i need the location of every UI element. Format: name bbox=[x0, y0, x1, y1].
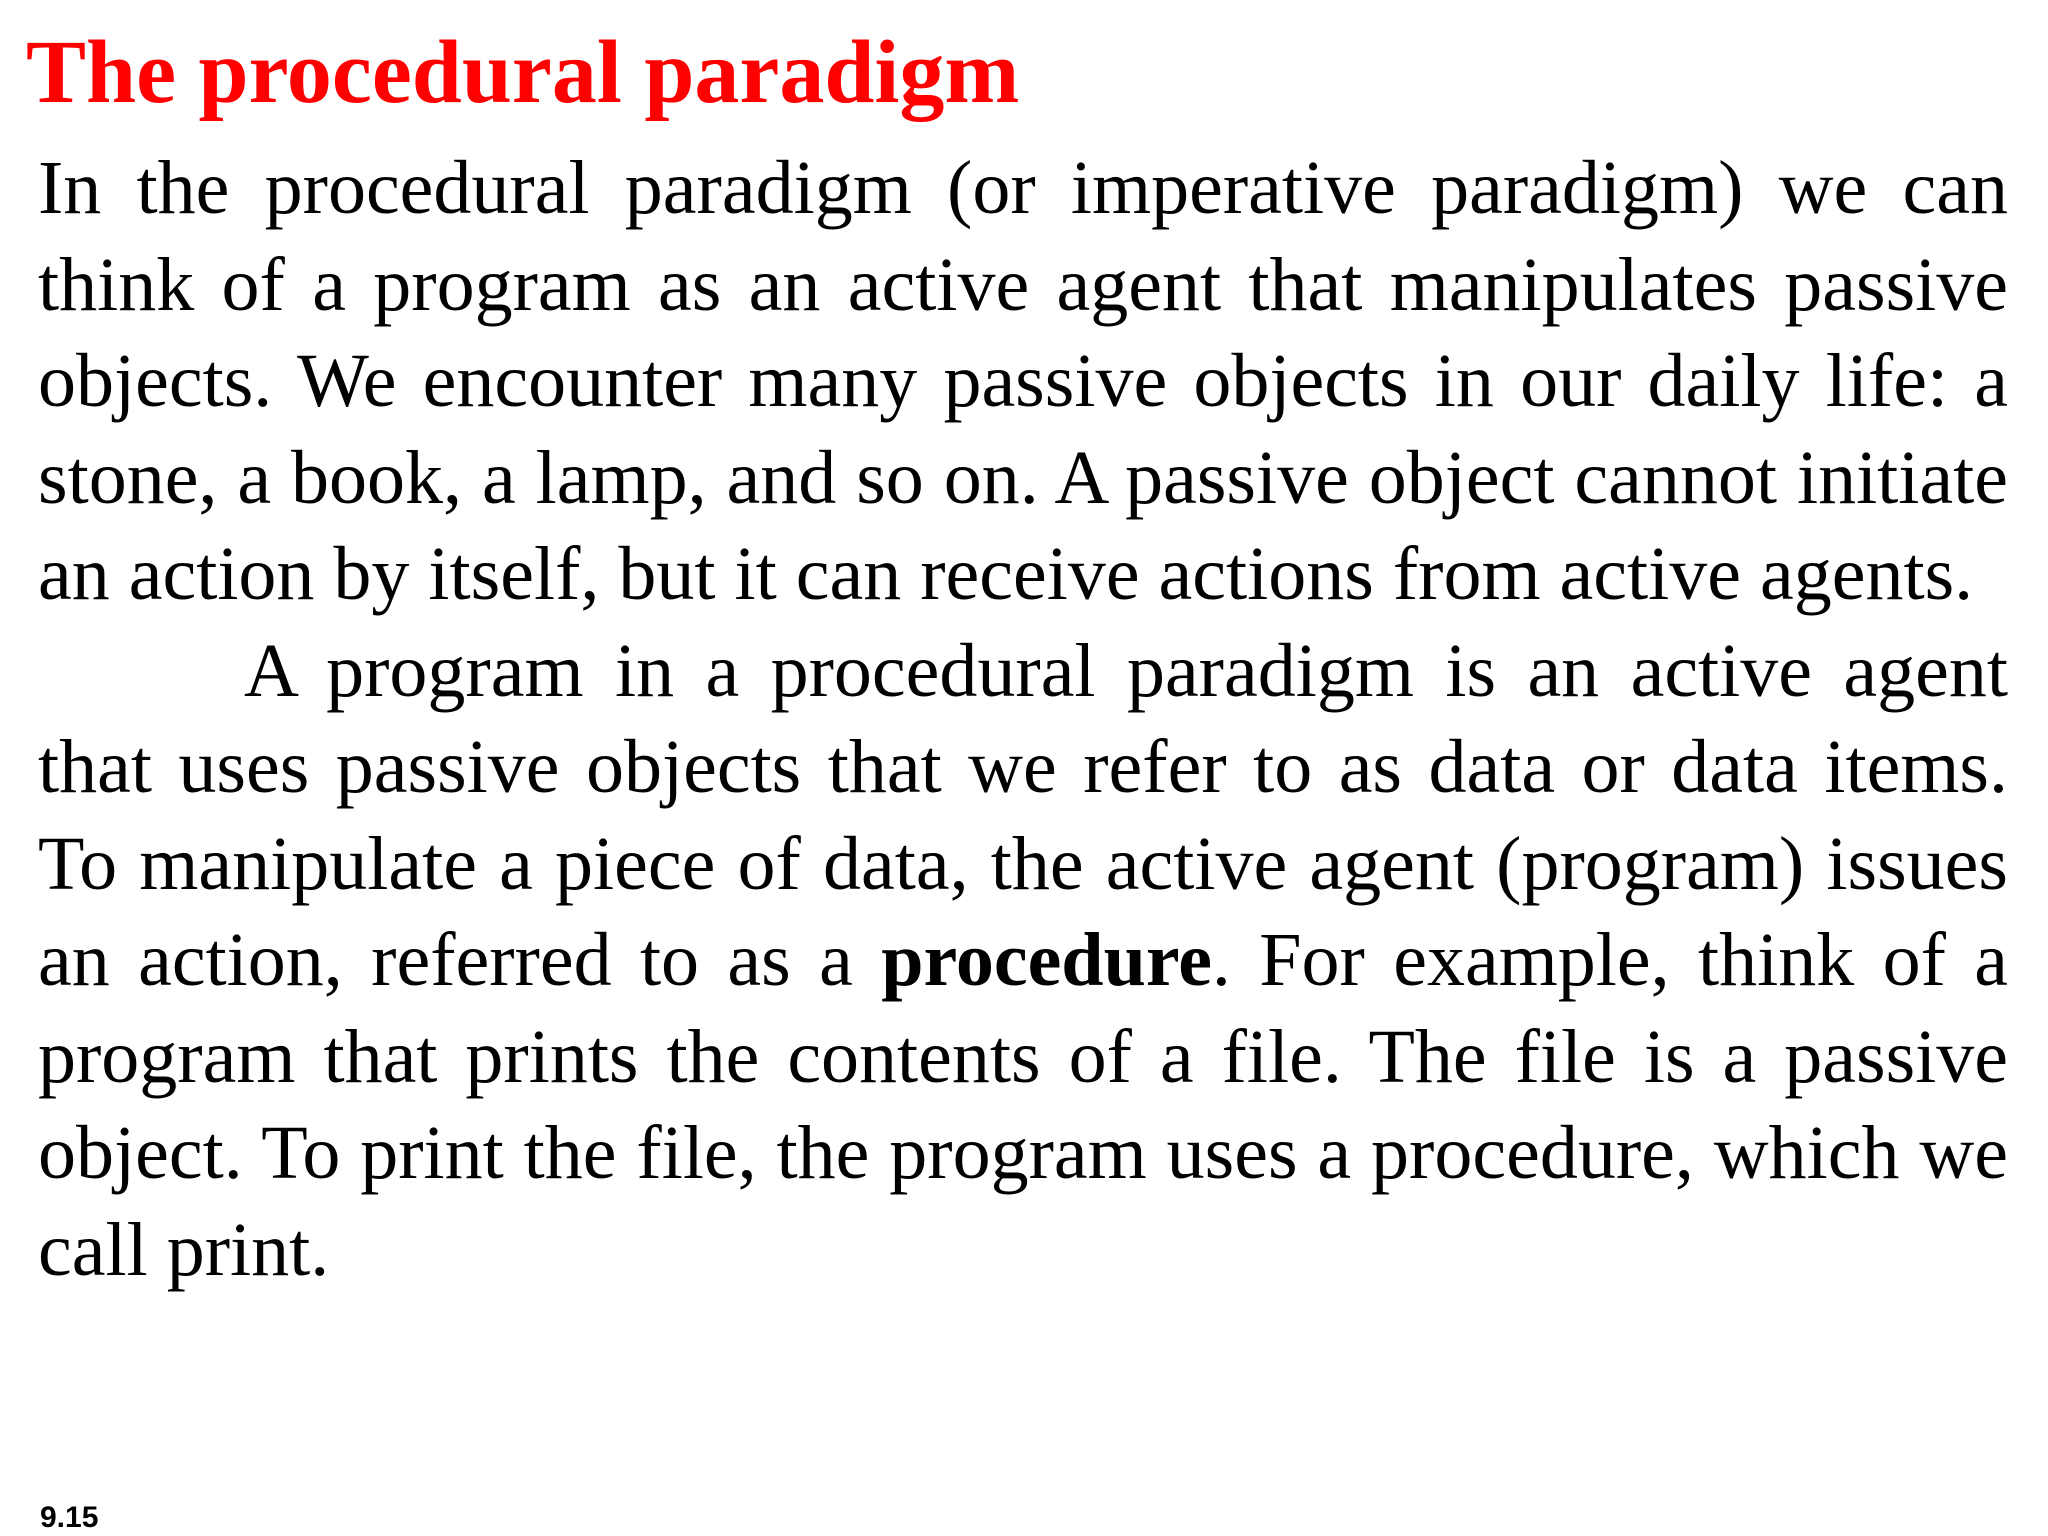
paragraph-procedure-definition bbox=[38, 623, 2008, 1299]
paragraph-text-before: A program in a procedural paradigm is an active agent that uses passive objects that we refer to as data or data items. To manipulate a piece of data, the active agent (program) issues an action, referred to as a bbox=[38, 628, 2008, 1002]
slide-number: 9.15 bbox=[40, 1501, 99, 1534]
paragraph-text-after: . For example, think of a program that prints the contents of a file. The file is a passive object. To print the file, the program uses a procedure, which we call print. bbox=[38, 918, 2009, 1292]
slide-body bbox=[38, 140, 2008, 1298]
paragraph-procedural-intro: In the procedural paradigm (or imperative paradigm) we can think of a program as an active agent that manipulates passive objects. We encounter many passive objects in our daily life: a stone, a book, a lamp, and so on. A passive object cannot initiate an action by itself, but it can receive actions from active agents. bbox=[38, 146, 2008, 616]
procedure-term: procedure bbox=[881, 918, 1212, 1002]
slide-title: The procedural paradigm bbox=[26, 23, 1020, 122]
